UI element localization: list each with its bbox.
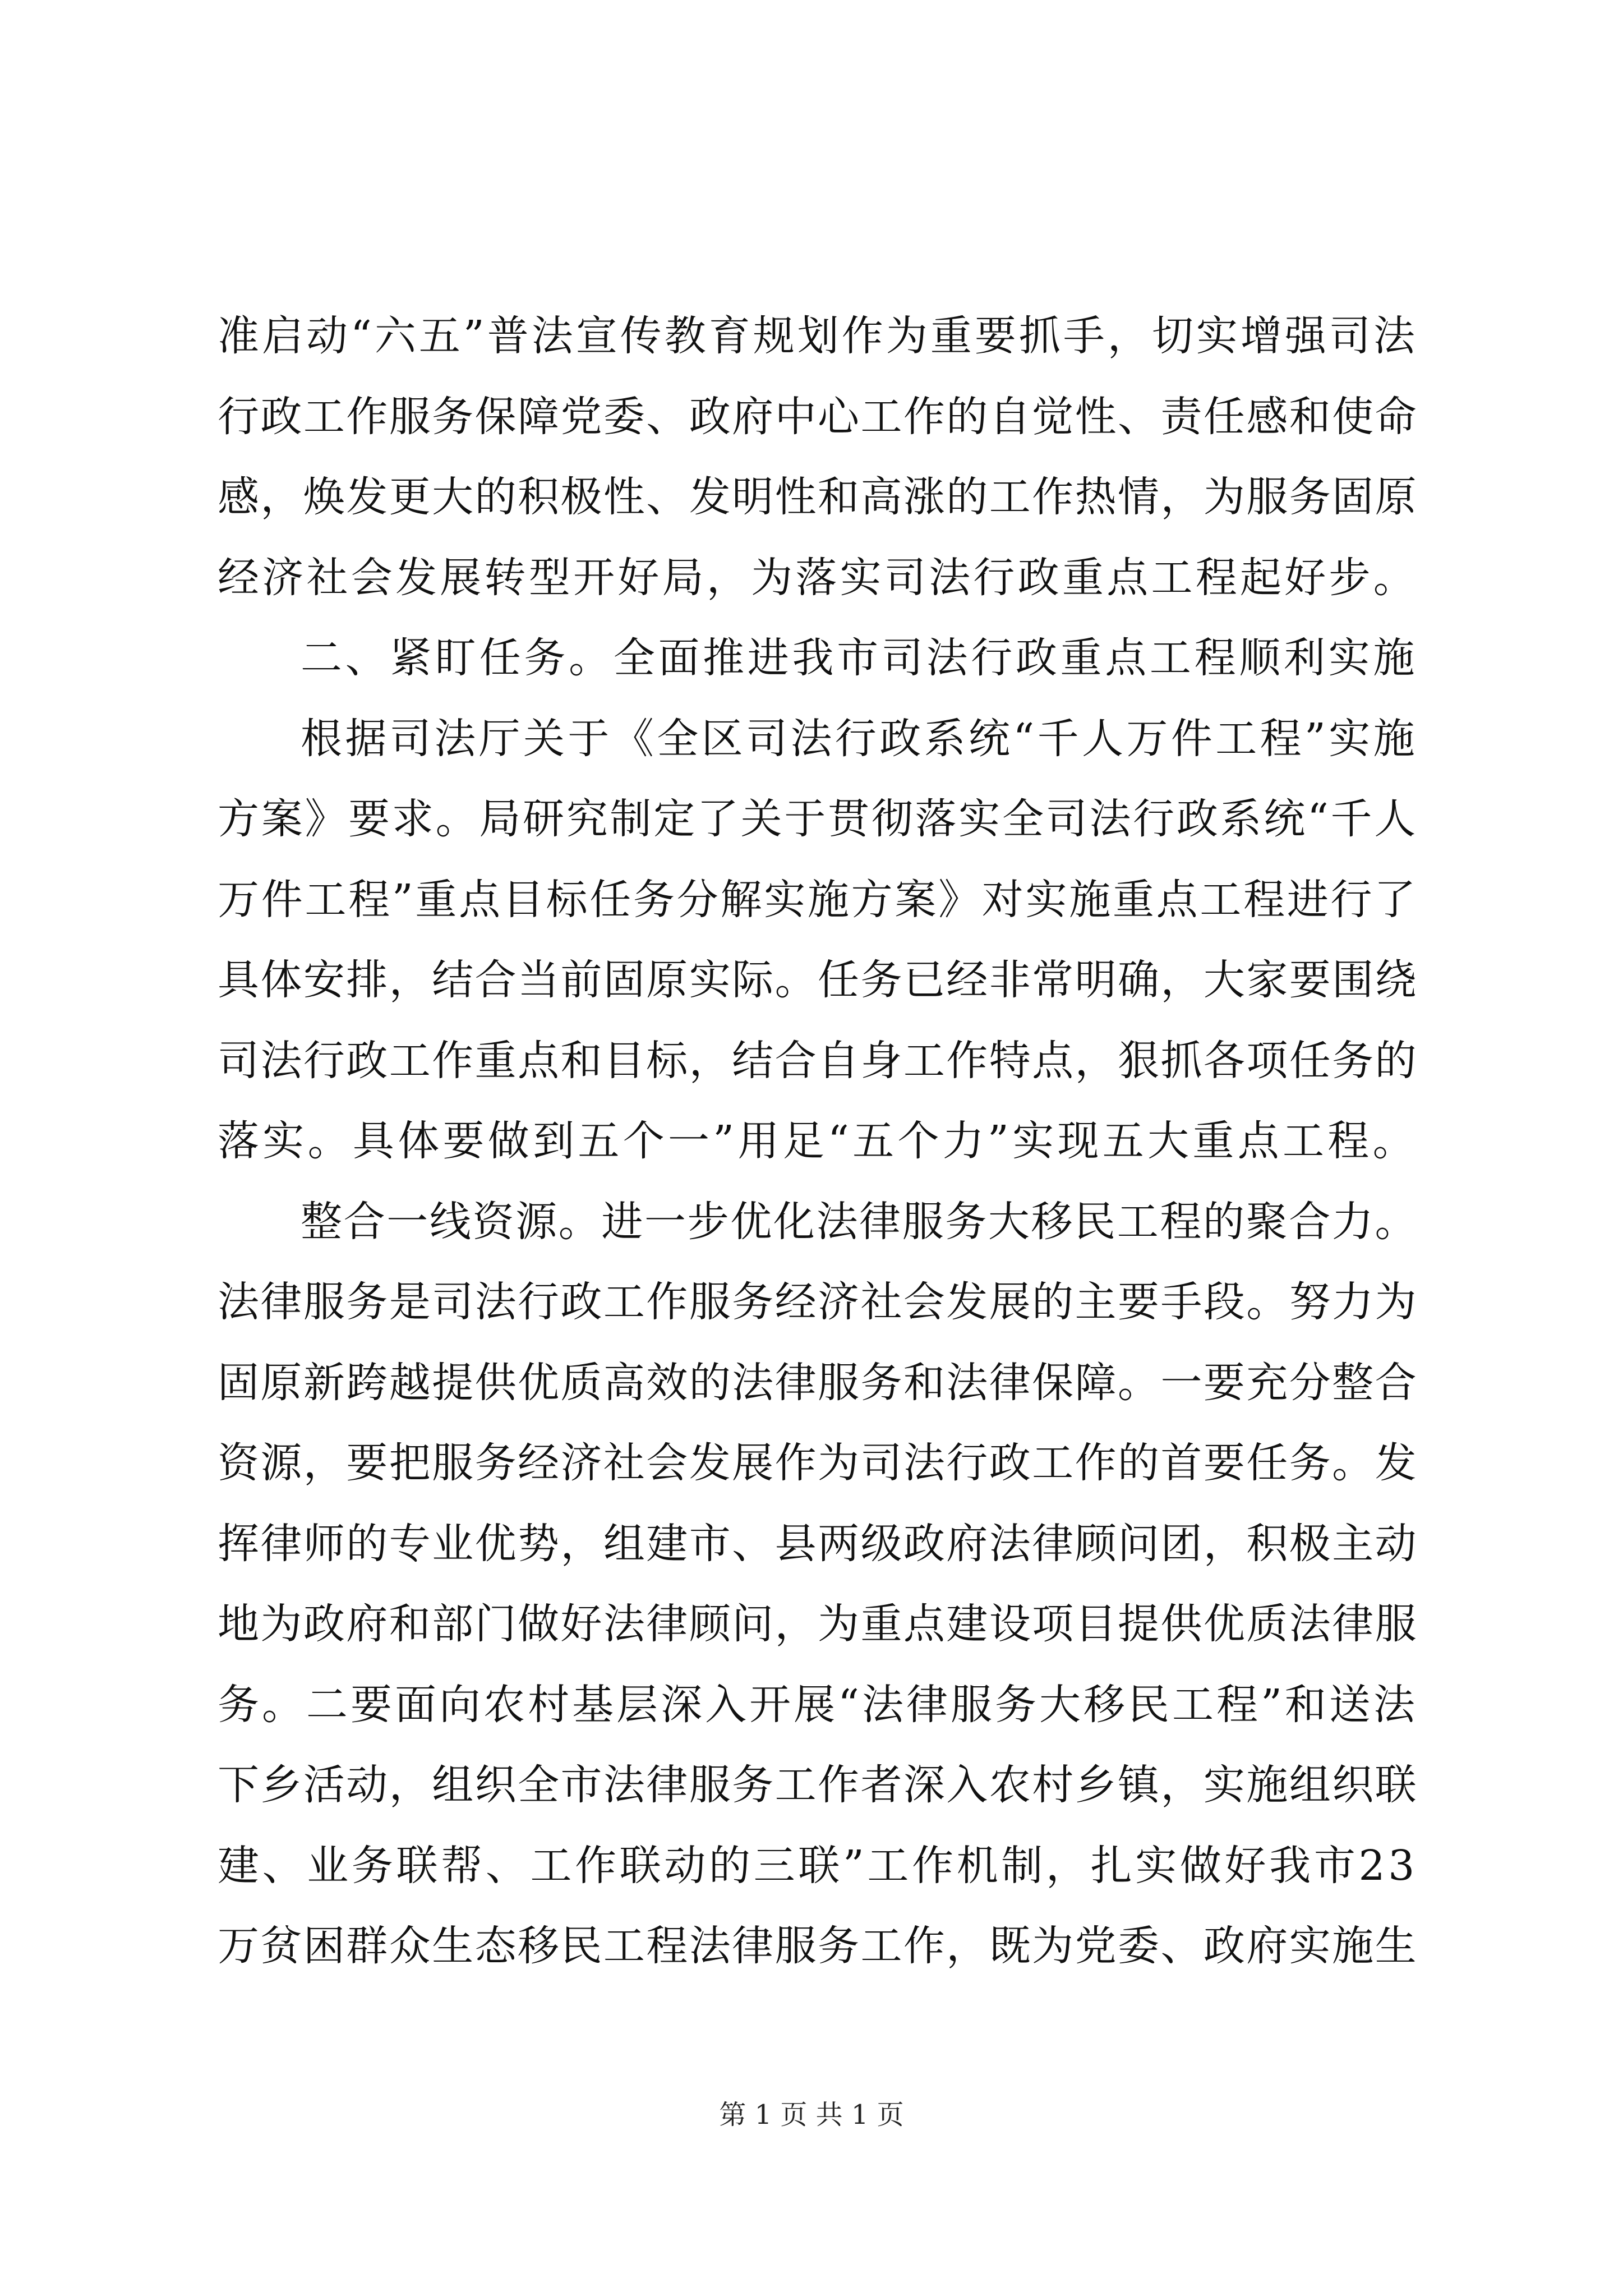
text-line: 司法行政工作重点和目标，结合自身工作特点，狠抓各项任务的 [218, 1036, 1418, 1085]
text-line: 准启动“六五”普法宣传教育规划作为重要抓手，切实增强司法 [218, 312, 1418, 360]
text-line: 挥律师的专业优势，组建市、县两级政府法律顾问团，积极主动 [218, 1519, 1418, 1568]
section-heading: 二、紧盯任务。全面推进我市司法行政重点工程顺利实施 [301, 634, 1418, 682]
text-line: 务。二要面向农村基层深入开展“法律服务大移民工程”和送法 [218, 1680, 1418, 1729]
text-line: 下乡活动，组织全市法律服务工作者深入农村乡镇，实施组织联 [218, 1761, 1418, 1809]
text-line: 根据司法厅关于《全区司法行政系统“千人万件工程”实施 [301, 714, 1418, 763]
text-line: 落实。具体要做到五个一”用足“五个力”实现五大重点工程。 [218, 1117, 1418, 1165]
text-line: 具体安排，结合当前固原实际。任务已经非常明确，大家要围绕 [218, 956, 1418, 1004]
text-line: 万件工程”重点目标任务分解实施方案》对实施重点工程进行了 [218, 875, 1418, 924]
text-line: 地为政府和部门做好法律顾问，为重点建设项目提供优质法律服 [218, 1600, 1418, 1648]
text-line: 万贫困群众生态移民工程法律服务工作，既为党委、政府实施生 [218, 1922, 1418, 1970]
text-line: 固原新跨越提供优质高效的法律服务和法律保障。一要充分整合 [218, 1358, 1418, 1407]
text-line: 资源，要把服务经济社会发展作为司法行政工作的首要任务。发 [218, 1439, 1418, 1487]
text-line: 法律服务是司法行政工作服务经济社会发展的主要手段。努力为 [218, 1278, 1418, 1326]
document-body [218, 296, 1418, 1987]
text-line: 建、业务联帮、工作联动的三联”工作机制，扎实做好我市23 [218, 1841, 1418, 1890]
text-line: 整合一线资源。进一步优化法律服务大移民工程的聚合力。 [301, 1197, 1418, 1246]
page-number-footer: 第 1 页 共 1 页 [719, 2099, 904, 2131]
text-line: 行政工作服务保障党委、政府中心工作的自觉性、责任感和使命 [218, 392, 1418, 441]
text-line: 感，焕发更大的积极性、发明性和高涨的工作热情，为服务固原 [218, 473, 1418, 521]
text-line: 方案》要求。局研究制定了关于贯彻落实全司法行政系统“千人 [218, 795, 1418, 843]
text-line: 经济社会发展转型开好局，为落实司法行政重点工程起好步。 [218, 553, 1418, 602]
